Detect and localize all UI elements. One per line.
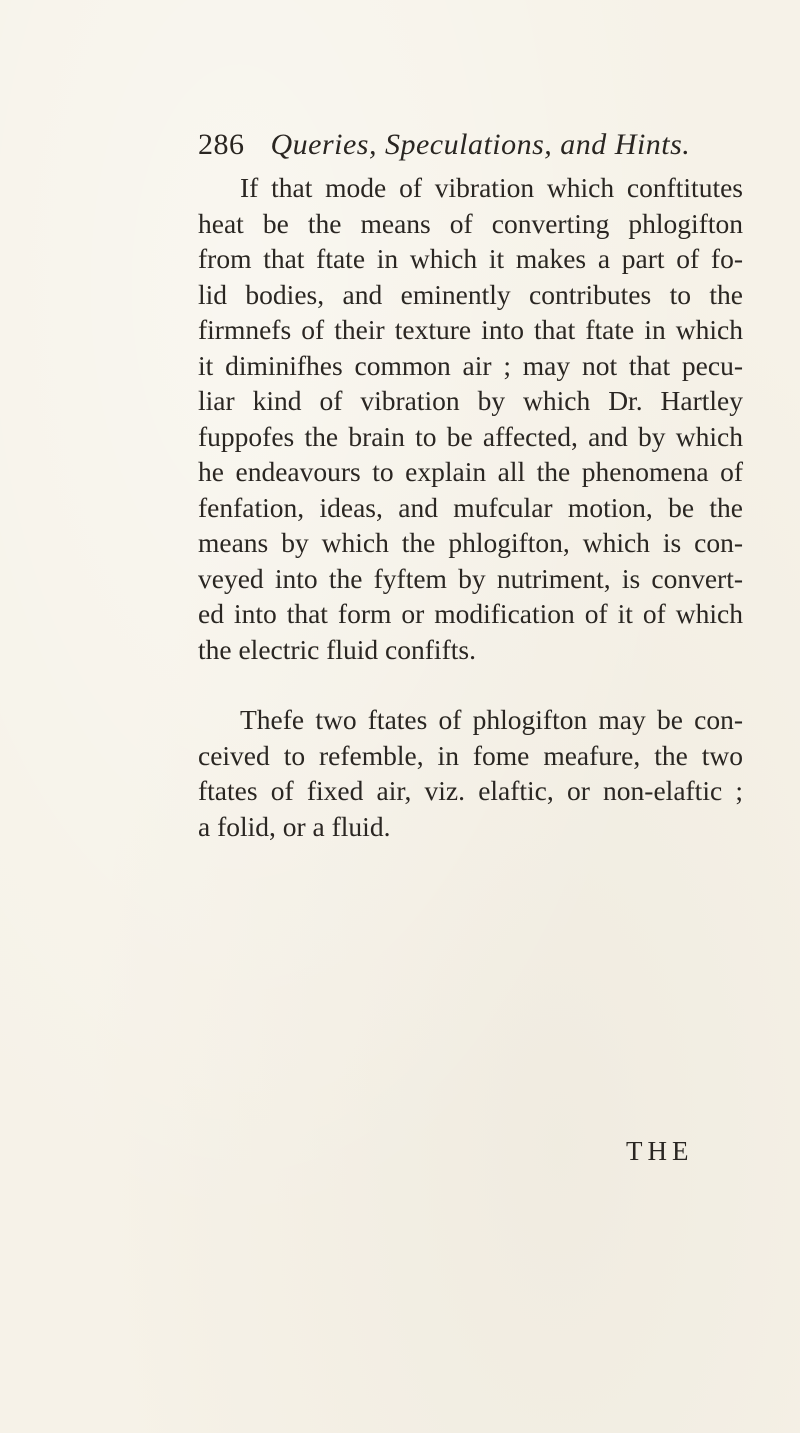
page-number: 286 (198, 128, 245, 161)
text-line: fuppofes the brain to be affected, and by which (198, 420, 743, 452)
paragraph-1 (198, 170, 743, 667)
text-line: it diminifhes common air ; may not that pecu- (198, 349, 743, 381)
text-line: ed into that form or modification of it of which (198, 598, 743, 629)
page-header (198, 128, 690, 162)
text-line: ftates of fixed air, viz. elaftic, or non-elaftic ; (198, 775, 743, 806)
text-line: veyed into the fyftem by nutriment, is convert- (198, 562, 743, 594)
text-line: heat be the means of converting phlogifton (198, 207, 743, 239)
text-line: from that ftate in which it makes a part of fo- (198, 243, 743, 274)
text-line: fenfation, ideas, and mufcular motion, be the (198, 491, 743, 523)
text-line: he endeavours to explain all the phenomena of (198, 456, 743, 487)
catchword: THE (626, 1136, 694, 1166)
text-line: If that mode of vibration which conftitutes (240, 172, 743, 203)
running-title: Queries, Speculations, and Hints. (270, 128, 691, 161)
text-line: means by which the phlogifton, which is con- (198, 527, 743, 558)
paragraph-2 (198, 702, 743, 844)
text-line: liar kind of vibration by which Dr. Hartley (198, 385, 743, 416)
text-line: a folid, or a fluid. (198, 810, 391, 842)
paragraph-gap (198, 667, 743, 702)
text-line: firmnefs of their texture into that ftate in which (198, 314, 743, 345)
body-text (198, 170, 743, 844)
text-line: the electric fluid confifts. (198, 633, 476, 665)
text-line: ceived to refemble, in fome meafure, the two (198, 739, 743, 771)
text-line: lid bodies, and eminently contributes to the (198, 278, 743, 310)
text-line: Thefe two ftates of phlogifton may be con- (240, 704, 743, 735)
